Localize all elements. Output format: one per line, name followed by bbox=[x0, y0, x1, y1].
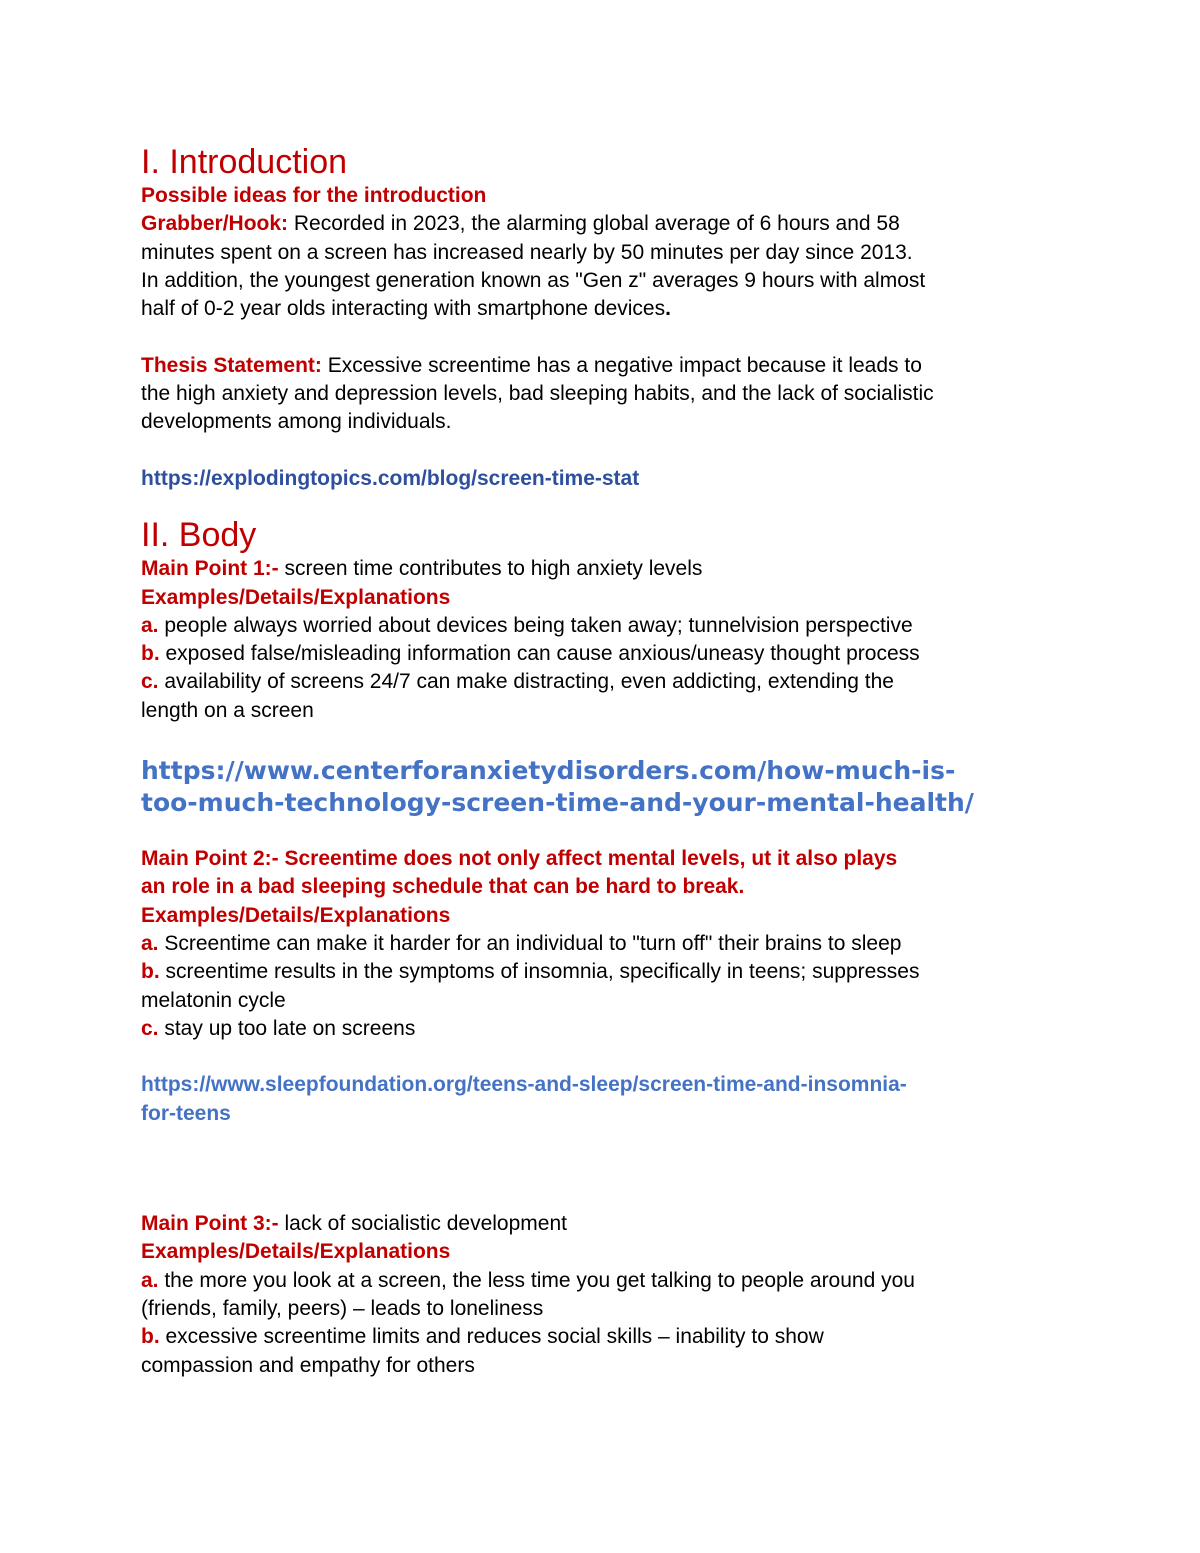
mp3-item-a-cont: (friends, family, peers) – leads to loneliness bbox=[141, 1296, 544, 1320]
mp3-item-a bbox=[141, 1267, 1071, 1295]
item-text: exposed false/misleading information can cause anxious/uneasy thought process bbox=[159, 642, 920, 666]
body-heading: II. Body bbox=[141, 516, 257, 555]
item-text: stay up too late on screens bbox=[158, 1016, 416, 1040]
mp2-item-a bbox=[141, 930, 1071, 958]
item-text: the more you look at a screen, the less time you get talking to people around you bbox=[158, 1268, 915, 1292]
spacer bbox=[141, 1128, 1071, 1210]
item-text: excessive screentime limits and reduces social skills – inability to show bbox=[159, 1325, 824, 1349]
mp2-item-b-cont: melatonin cycle bbox=[141, 988, 286, 1012]
mp1-item-a bbox=[141, 612, 1071, 640]
item-label: a. bbox=[141, 1268, 159, 1292]
mp2-line-2: an role in a bad sleeping schedule that can be hard to break. bbox=[141, 875, 745, 899]
item-label: b. bbox=[141, 642, 160, 666]
mp2-line-1: Main Point 2:- Screentime does not only affect mental levels, ut it also plays bbox=[141, 847, 898, 871]
main-point-1 bbox=[141, 555, 1071, 583]
hook-line-1 bbox=[141, 210, 1071, 238]
mp2-item-c bbox=[141, 1015, 1071, 1043]
main-point-3 bbox=[141, 1210, 1071, 1238]
spacer bbox=[141, 819, 1071, 845]
spacer bbox=[141, 323, 1071, 351]
mp3-text: lack of socialistic development bbox=[278, 1212, 567, 1236]
hook-label: Grabber/Hook: bbox=[141, 212, 289, 236]
mp3-item-b bbox=[141, 1323, 1071, 1351]
item-text: availability of screens 24/7 can make distracting, even addicting, extending the bbox=[158, 670, 894, 694]
mp1-item-c-cont: length on a screen bbox=[141, 698, 314, 722]
item-text: people always worried about devices being taken away; tunnelvision perspective bbox=[158, 613, 913, 637]
item-label: a. bbox=[141, 931, 159, 955]
item-text: screentime results in the symptoms of insomnia, specifically in teens; suppresses bbox=[159, 960, 920, 984]
intro-subheading: Possible ideas for the introduction bbox=[141, 184, 487, 207]
link-line[interactable]: https://www.centerforanxietydisorders.com/how-much-is- bbox=[141, 756, 956, 786]
item-label: a. bbox=[141, 613, 159, 637]
intro-heading: I. Introduction bbox=[141, 143, 348, 181]
mp2-source-link-2[interactable]: for-teens bbox=[141, 1101, 231, 1125]
mp1-examples-label: Examples/Details/Explanations bbox=[141, 585, 451, 609]
spacer bbox=[141, 1043, 1071, 1071]
thesis-line-1 bbox=[141, 352, 1071, 380]
link-line[interactable]: too-much-technology-screen-time-and-your-mental-health/ bbox=[141, 788, 974, 818]
item-label: c. bbox=[141, 1016, 159, 1040]
mp2-examples-label: Examples/Details/Explanations bbox=[141, 903, 451, 927]
hook-text-1: Recorded in 2023, the alarming global average of 6 hours and 58 bbox=[288, 212, 900, 236]
mp3-label: Main Point 3:- bbox=[141, 1212, 279, 1236]
item-label: b. bbox=[141, 1325, 160, 1349]
thesis-text-1: Excessive screentime has a negative impact because it leads to bbox=[321, 353, 922, 377]
hook-line-4 bbox=[141, 295, 1071, 323]
hook-text-4: half of 0-2 year olds interacting with smartphone devices bbox=[141, 297, 666, 321]
thesis-line-3: developments among individuals. bbox=[141, 410, 452, 434]
mp1-item-c bbox=[141, 668, 1071, 696]
document-page bbox=[141, 142, 1071, 1380]
hook-line-2: minutes spent on a screen has increased nearly by 50 minutes per day since 2013. bbox=[141, 240, 913, 264]
mp3-item-b-cont: compassion and empathy for others bbox=[141, 1353, 475, 1377]
mp3-examples-label: Examples/Details/Explanations bbox=[141, 1240, 451, 1264]
spacer bbox=[141, 437, 1071, 465]
item-text: Screentime can make it harder for an individual to "turn off" their brains to sleep bbox=[158, 931, 902, 955]
thesis-label: Thesis Statement: bbox=[141, 353, 322, 377]
thesis-line-2: the high anxiety and depression levels, bad sleeping habits, and the lack of socialistic bbox=[141, 382, 934, 406]
mp2-source-link-1[interactable]: https://www.sleepfoundation.org/teens-and-sleep/screen-time-and-insomnia- bbox=[141, 1073, 907, 1097]
mp1-source-link[interactable] bbox=[141, 755, 1071, 819]
mp1-item-b bbox=[141, 640, 1071, 668]
hook-end: . bbox=[665, 297, 671, 321]
item-label: c. bbox=[141, 670, 159, 694]
hook-line-3: In addition, the youngest generation known as "Gen z" averages 9 hours with almost bbox=[141, 268, 926, 292]
mp2-item-b bbox=[141, 958, 1071, 986]
spacer bbox=[141, 493, 1071, 515]
mp1-label: Main Point 1:- bbox=[141, 557, 279, 581]
mp1-text: screen time contributes to high anxiety levels bbox=[278, 557, 703, 581]
item-label: b. bbox=[141, 960, 160, 984]
spacer bbox=[141, 725, 1071, 755]
intro-source-link[interactable]: https://explodingtopics.com/blog/screen-time-stat bbox=[141, 466, 640, 490]
